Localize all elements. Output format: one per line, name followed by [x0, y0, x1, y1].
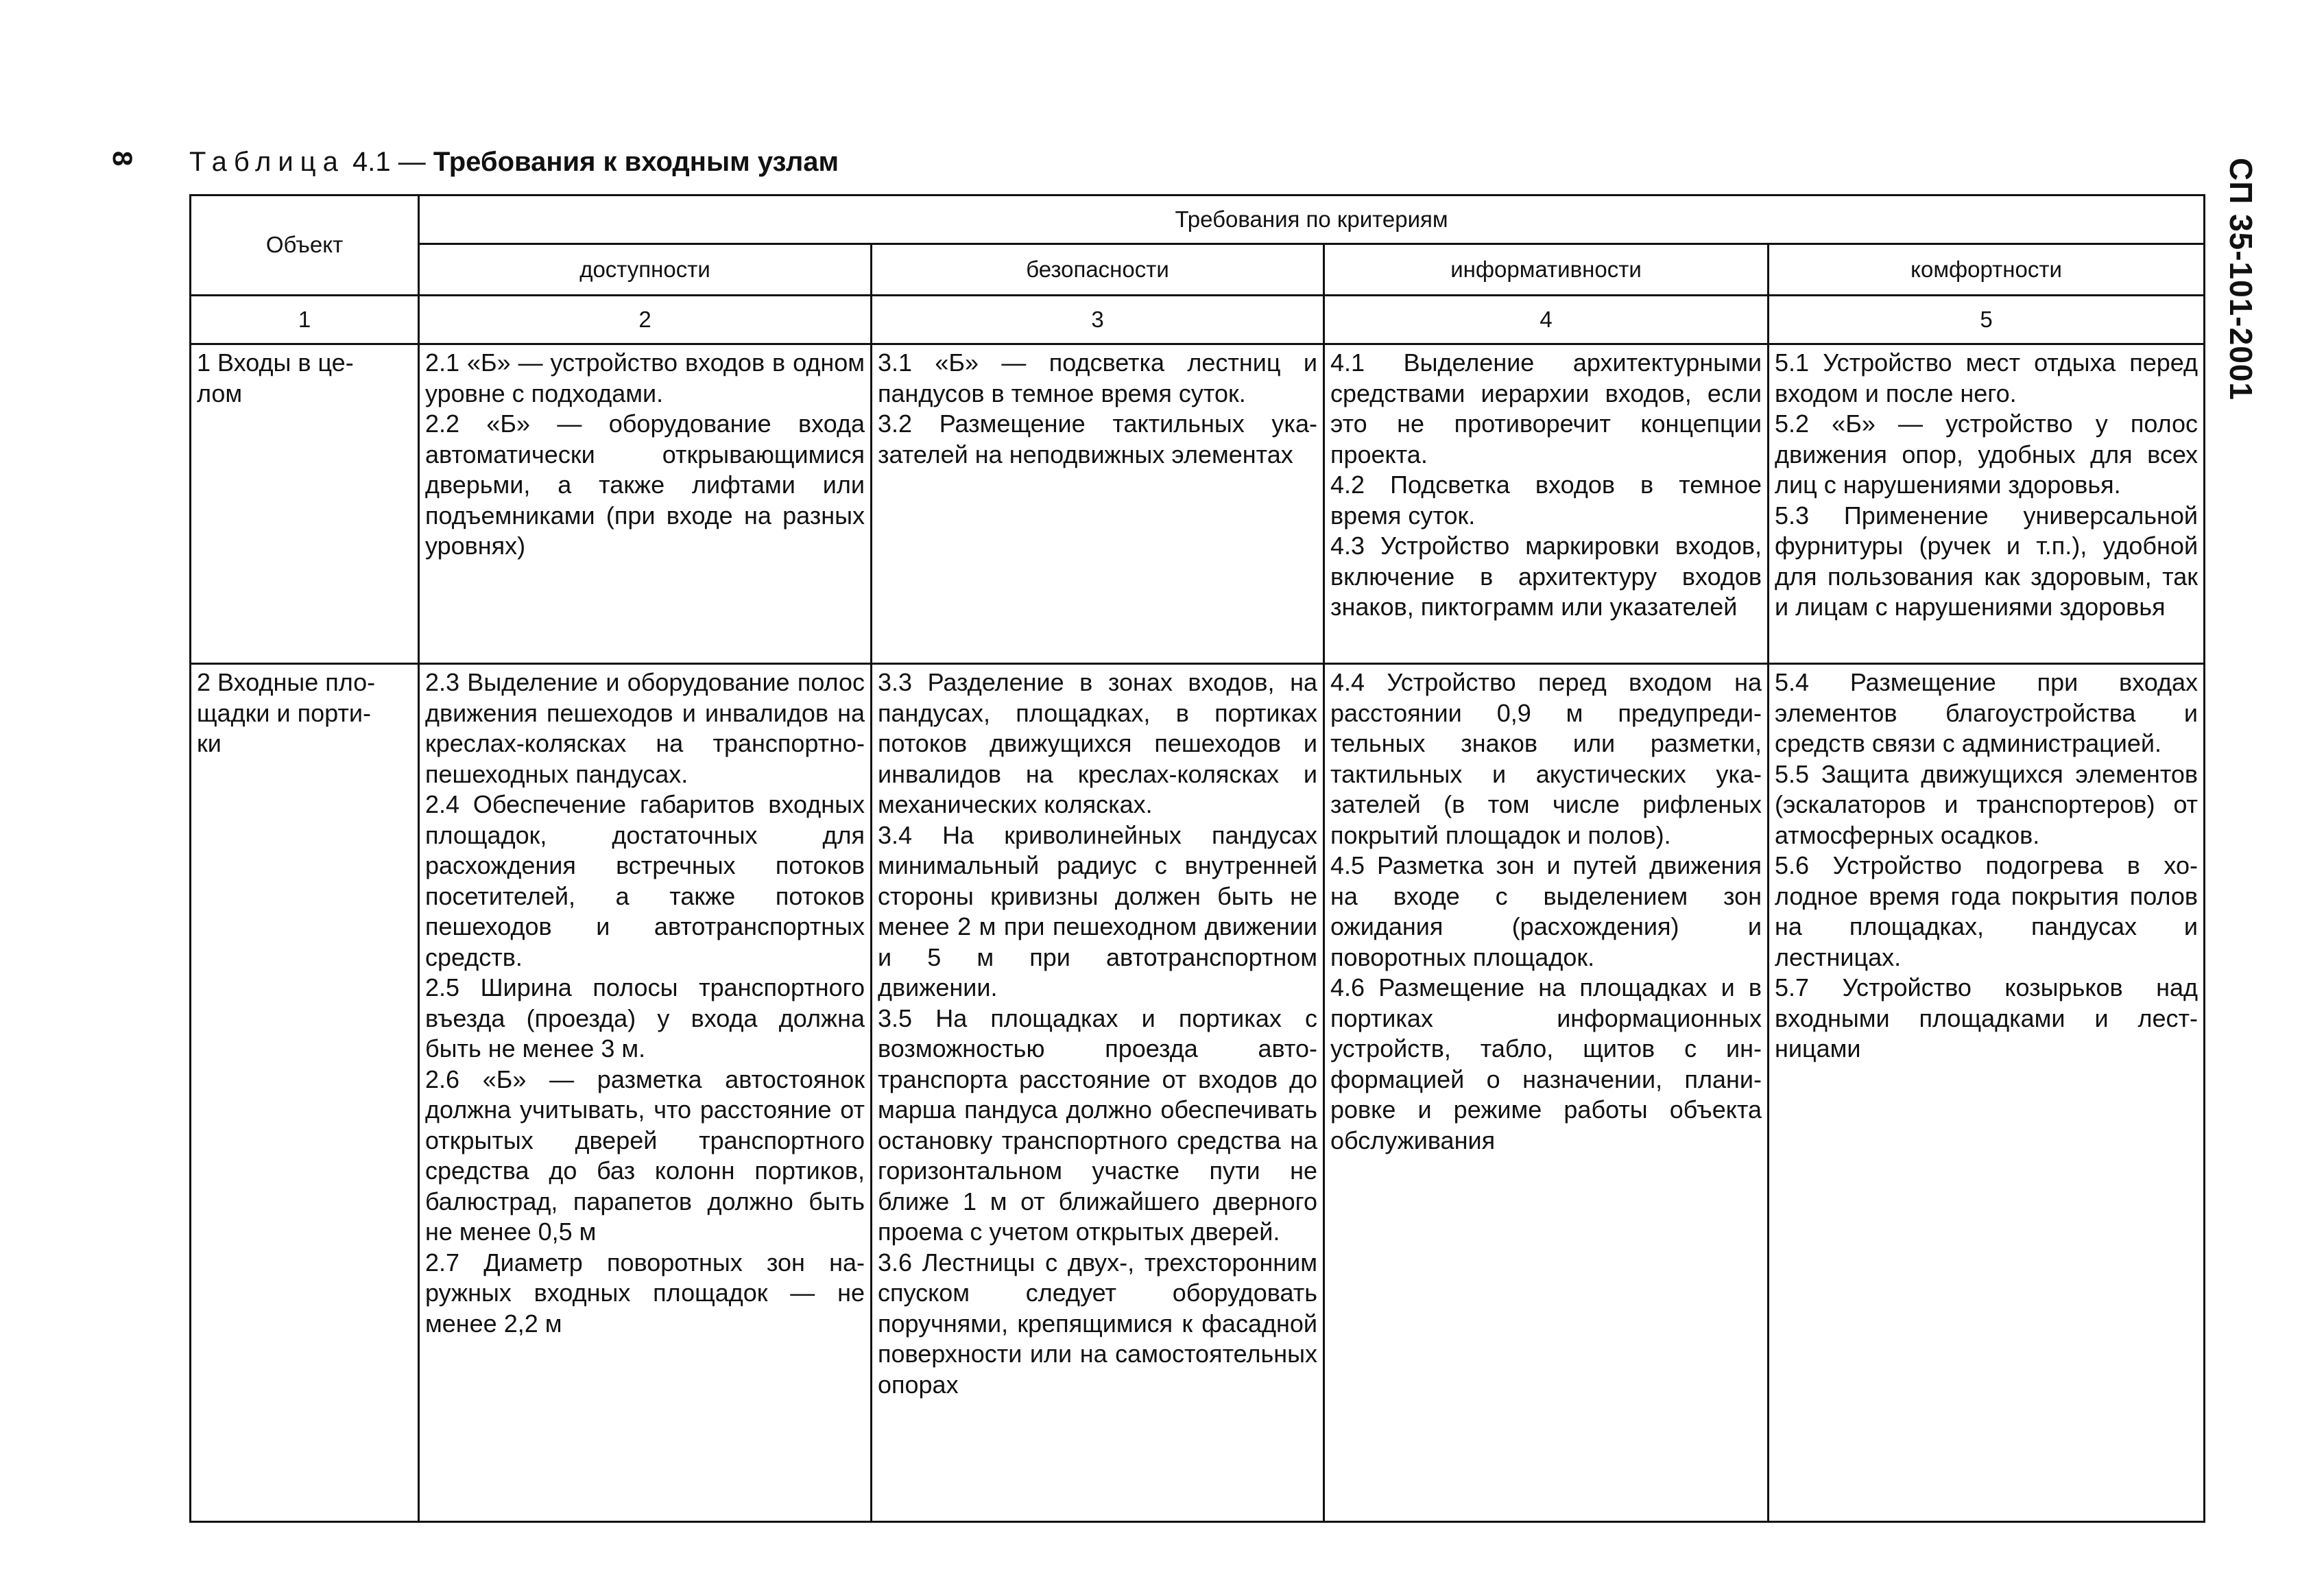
column-number: 2 — [419, 296, 872, 344]
informativeness-cell: 4.1 Выделение архитектурными средствами иерархии входов, если это не противоречит концепции проекта. 4.2 Подсветка входов в темное время суток. 4.3 Устройство маркировки входов, включение в архитектуру входов знаков, пиктограмм или указателей — [1324, 344, 1769, 664]
header-criterion-comfort: комфортности — [1769, 244, 2205, 296]
object-cell: 1 Входы в це- лом — [191, 344, 419, 664]
requirements-table — [189, 194, 2205, 1523]
document-code: СП 35-101-2001 — [2223, 158, 2259, 401]
column-number: 1 — [191, 296, 419, 344]
header-row-criteria — [191, 244, 2205, 296]
accessibility-cell: 2.1 «Б» — устройство входов в одном уровне с подходами. 2.2 «Б» — оборудование входа автоматически открывающимися дверьми, а также лифтами или подъемниками (при входе на разных уровнях) — [419, 344, 872, 664]
safety-cell: 3.1 «Б» — подсветка лестниц и пандусов в темное время суток. 3.2 Размещение тактильных указателей на неподвижных элементах — [872, 344, 1324, 664]
object-cell: 2 Входные пло- щадки и порти- ки — [191, 664, 419, 1522]
table-row — [191, 664, 2205, 1522]
caption-title: Требования к входным узлам — [433, 147, 839, 177]
header-row-numbers — [191, 296, 2205, 344]
header-criterion-informativeness: информативности — [1324, 244, 1769, 296]
header-row-group — [191, 195, 2205, 244]
safety-cell: 3.3 Разделение в зонах входов, на пандусах, площадках, в портиках потоков движущихся пешеходов и инвалидов на креслах-колясках и механических колясках. 3.4 На криволинейных пандусах минимальный радиус с внутренней стороны кривизны должен быть не менее 2 м при пешеходном движении и 5 м при автотранспортном движении. 3.5 На площадках и портиках с возможностью проезда автотранспорта расстояние от входов до марша пандуса должно обеспечивать остановку транспортного средства на горизонтальном участке пути не ближе 1 м от ближайшего дверного проема с учетом открытых дверей. 3.6 Лестницы с двух-, трехсторонним спуском следует оборудовать поручнями, крепящимися к фасадной поверхности или на самостоятельных опорах — [872, 664, 1324, 1522]
comfort-cell: 5.1 Устройство мест отдыха перед входом и после него. 5.2 «Б» — устройство у полос движения опор, удобных для всех лиц с нарушениями здоровья. 5.3 Применение универсальной фурнитуры (ручек и т.п.), удобной для пользования как здоровым, так и лицам с нарушениями здоровья — [1769, 344, 2205, 664]
table-caption — [189, 147, 839, 178]
header-criterion-accessibility: доступности — [419, 244, 872, 296]
comfort-cell: 5.4 Размещение при входах элементов благоустройства и средств связи с администрацией. 5.5 Защита движущихся элементов (эскалаторов и транспортеров) от атмосферных осадков. 5.6 Устройство подогрева в холодное время года покрытия полов на площадках, пандусах и лестницах. 5.7 Устройство козырьков над входными площадками и лестницами — [1769, 664, 2205, 1522]
caption-prefix: Таблица — [189, 147, 345, 177]
informativeness-cell: 4.4 Устройство перед входом на расстоянии 0,9 м предупредительных знаков или разметки, тактильных и акустических указателей (в том числе рифленых покрытий площадок и полов). 4.5 Разметка зон и путей движения на входе с выделением зон ожидания (расхождения) и поворотных площадок. 4.6 Размещение на площадках и в портиках информационных устройств, табло, щитов с информацией о назначении, планировке и режиме работы объекта обслуживания — [1324, 664, 1769, 1522]
table-row — [191, 344, 2205, 664]
header-criterion-safety: безопасности — [872, 244, 1324, 296]
column-number: 4 — [1324, 296, 1769, 344]
column-number: 5 — [1769, 296, 2205, 344]
header-requirements-group: Требования по критериям — [419, 195, 2205, 244]
page-number: 8 — [107, 151, 137, 167]
header-object: Объект — [191, 195, 419, 296]
column-number: 3 — [872, 296, 1324, 344]
caption-number: 4.1 — — [352, 147, 433, 177]
accessibility-cell: 2.3 Выделение и оборудование полос движения пешеходов и инвалидов на креслах-колясках на транспортно-пешеходных пандусах. 2.4 Обеспечение габаритов входных площадок, достаточных для расхождения встречных потоков посетителей, а также потоков пешеходов и автотранспортных средств. 2.5 Ширина полосы транспортного въезда (проезда) у входа должна быть не менее 3 м. 2.6 «Б» — разметка автостоянок должна учитывать, что расстояние от открытых дверей транспортного средства до баз колонн портиков, балюстрад, парапетов должно быть не менее 0,5 м 2.7 Диаметр поворотных зон наружных входных площадок — не менее 2,2 м — [419, 664, 872, 1522]
